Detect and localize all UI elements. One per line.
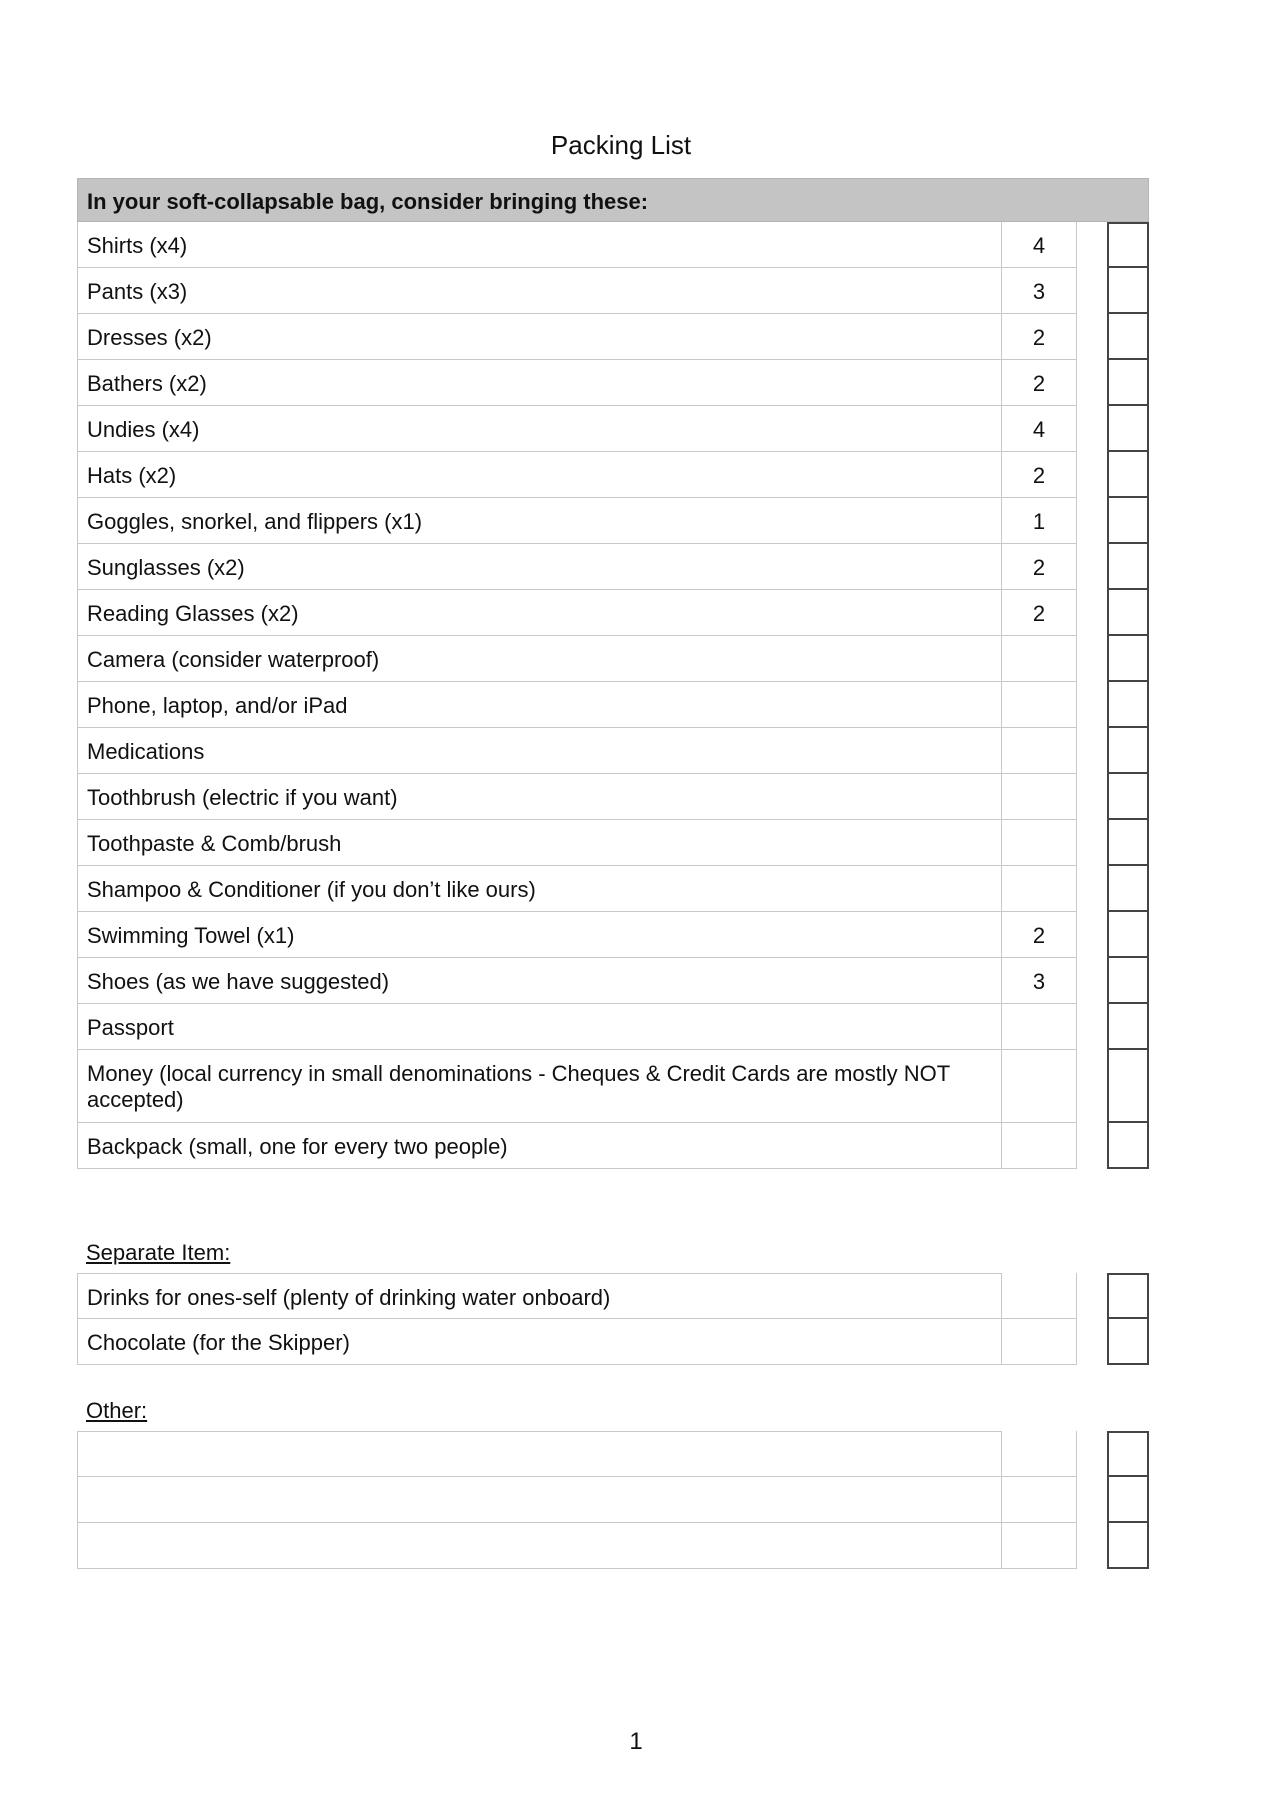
item-label: Hats (x2) (77, 452, 1002, 498)
table-row (77, 1477, 1149, 1523)
item-quantity: 2 (1002, 314, 1077, 360)
item-checkbox[interactable] (1107, 1123, 1149, 1169)
table-row (77, 636, 1149, 682)
item-checkbox[interactable] (1107, 958, 1149, 1004)
item-quantity (1002, 1431, 1077, 1477)
item-label: Bathers (x2) (77, 360, 1002, 406)
item-label: Toothbrush (electric if you want) (77, 774, 1002, 820)
item-quantity (1002, 1123, 1077, 1169)
table-row (77, 682, 1149, 728)
table-row (77, 728, 1149, 774)
item-quantity (1002, 1523, 1077, 1569)
table-row (77, 498, 1149, 544)
item-checkbox[interactable] (1107, 544, 1149, 590)
item-checkbox[interactable] (1107, 1523, 1149, 1569)
item-quantity: 2 (1002, 452, 1077, 498)
item-label: Swimming Towel (x1) (77, 912, 1002, 958)
table-row (77, 866, 1149, 912)
item-quantity (1002, 866, 1077, 912)
item-label: Phone, laptop, and/or iPad (77, 682, 1002, 728)
item-checkbox[interactable] (1107, 314, 1149, 360)
item-quantity (1002, 636, 1077, 682)
item-checkbox[interactable] (1107, 682, 1149, 728)
table-row (77, 1123, 1149, 1169)
table-row (77, 1431, 1149, 1477)
separate-item-heading: Separate Item: (86, 1240, 231, 1265)
item-checkbox[interactable] (1107, 774, 1149, 820)
table-row (77, 406, 1149, 452)
item-checkbox[interactable] (1107, 1273, 1149, 1319)
item-label: Pants (x3) (77, 268, 1002, 314)
item-quantity: 3 (1002, 268, 1077, 314)
item-checkbox[interactable] (1107, 498, 1149, 544)
table-row (77, 1523, 1149, 1569)
item-label: Backpack (small, one for every two people) (77, 1123, 1002, 1169)
item-label: Medications (77, 728, 1002, 774)
table-row (77, 222, 1149, 268)
separate-items-table (77, 1273, 1149, 1365)
item-checkbox[interactable] (1107, 1050, 1149, 1123)
item-quantity (1002, 1004, 1077, 1050)
table-row (77, 820, 1149, 866)
item-quantity: 1 (1002, 498, 1077, 544)
table-row (77, 590, 1149, 636)
item-checkbox[interactable] (1107, 636, 1149, 682)
table-row (77, 452, 1149, 498)
item-checkbox[interactable] (1107, 1431, 1149, 1477)
item-label: Camera (consider waterproof) (77, 636, 1002, 682)
table-row (77, 314, 1149, 360)
item-label: Undies (x4) (77, 406, 1002, 452)
item-checkbox[interactable] (1107, 728, 1149, 774)
table-row (77, 360, 1149, 406)
item-quantity (1002, 1273, 1077, 1319)
item-quantity (1002, 1477, 1077, 1523)
item-label: Sunglasses (x2) (77, 544, 1002, 590)
item-label: Shoes (as we have suggested) (77, 958, 1002, 1004)
table-row (77, 544, 1149, 590)
item-label: Goggles, snorkel, and flippers (x1) (77, 498, 1002, 544)
item-label: Dresses (x2) (77, 314, 1002, 360)
item-quantity: 3 (1002, 958, 1077, 1004)
table-row (77, 912, 1149, 958)
item-checkbox[interactable] (1107, 1004, 1149, 1050)
item-quantity (1002, 820, 1077, 866)
item-quantity (1002, 774, 1077, 820)
item-checkbox[interactable] (1107, 452, 1149, 498)
item-quantity: 2 (1002, 360, 1077, 406)
table-row (77, 268, 1149, 314)
item-label: Drinks for ones-self (plenty of drinking water onboard) (77, 1273, 1002, 1319)
item-quantity: 2 (1002, 590, 1077, 636)
item-label (77, 1477, 1002, 1523)
item-label: Chocolate (for the Skipper) (77, 1319, 1002, 1365)
item-label: Toothpaste & Comb/brush (77, 820, 1002, 866)
item-label: Passport (77, 1004, 1002, 1050)
other-items-table (77, 1431, 1149, 1569)
item-quantity (1002, 728, 1077, 774)
table-header: In your soft-collapsable bag, consider bringing these: (77, 178, 1149, 222)
item-label (77, 1523, 1002, 1569)
item-checkbox[interactable] (1107, 590, 1149, 636)
item-label: Money (local currency in small denominations - Cheques & Credit Cards are mostly NOT accepted) (77, 1050, 1002, 1123)
item-label: Shirts (x4) (77, 222, 1002, 268)
item-checkbox[interactable] (1107, 912, 1149, 958)
main-rows (77, 222, 1149, 1169)
item-checkbox[interactable] (1107, 268, 1149, 314)
item-checkbox[interactable] (1107, 1477, 1149, 1523)
item-quantity: 2 (1002, 912, 1077, 958)
item-checkbox[interactable] (1107, 222, 1149, 268)
item-label: Reading Glasses (x2) (77, 590, 1002, 636)
table-row (77, 958, 1149, 1004)
item-quantity: 4 (1002, 222, 1077, 268)
separate-rows (77, 1273, 1149, 1365)
item-label (77, 1431, 1002, 1477)
item-checkbox[interactable] (1107, 866, 1149, 912)
page-title: Packing List (550, 130, 692, 160)
table-row (77, 774, 1149, 820)
item-checkbox[interactable] (1107, 1319, 1149, 1365)
item-quantity (1002, 682, 1077, 728)
item-quantity: 4 (1002, 406, 1077, 452)
item-checkbox[interactable] (1107, 820, 1149, 866)
main-packing-table (77, 178, 1149, 1169)
item-quantity (1002, 1319, 1077, 1365)
table-row (77, 1004, 1149, 1050)
item-label: Shampoo & Conditioner (if you don’t like ours) (77, 866, 1002, 912)
table-row (77, 1273, 1149, 1319)
table-row (77, 1050, 1149, 1123)
table-row (77, 1319, 1149, 1365)
other-rows (77, 1431, 1149, 1569)
item-quantity (1002, 1050, 1077, 1123)
item-checkbox[interactable] (1107, 406, 1149, 452)
other-heading: Other: (86, 1398, 148, 1423)
item-quantity: 2 (1002, 544, 1077, 590)
item-checkbox[interactable] (1107, 360, 1149, 406)
page-number: 1 (629, 1728, 643, 1755)
